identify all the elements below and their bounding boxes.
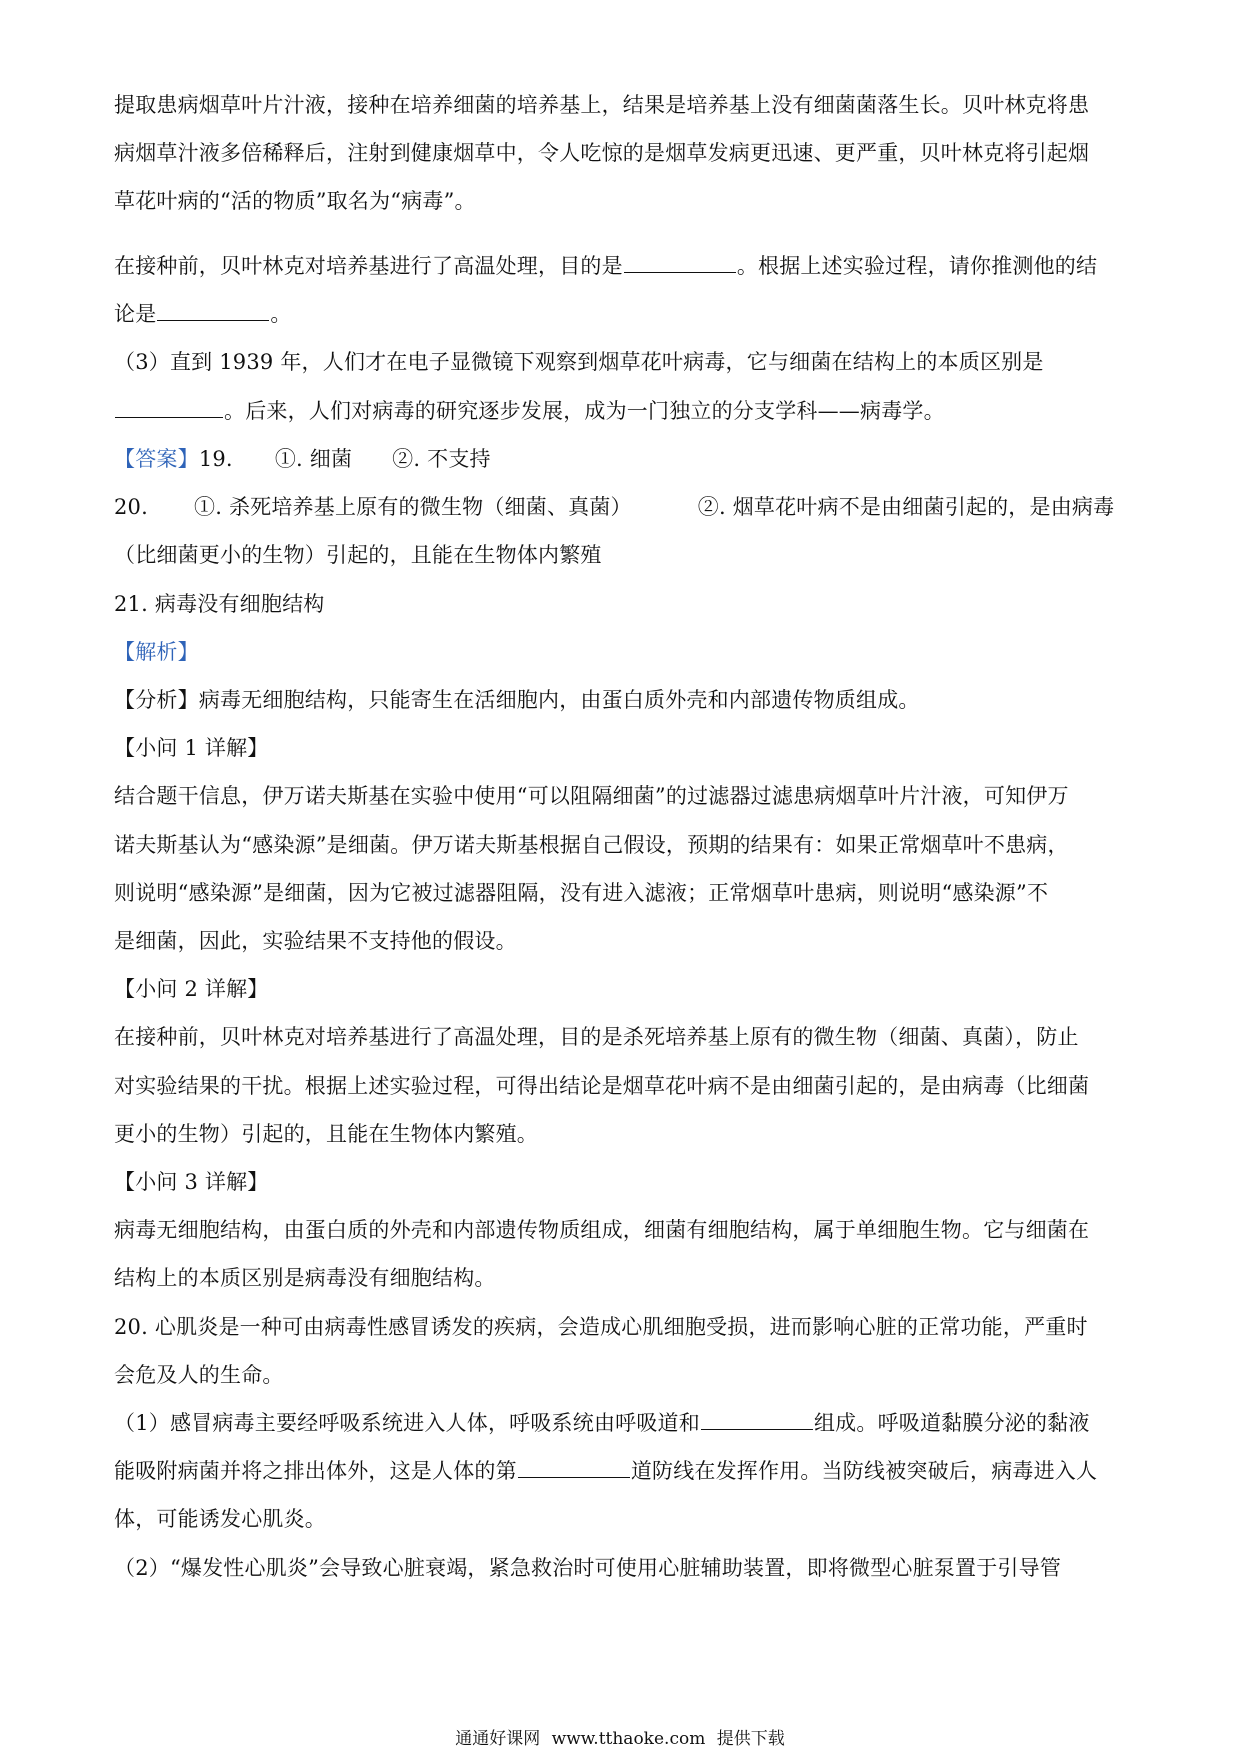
answer-line: 21. 病毒没有细胞结构 (114, 592, 325, 616)
question-stem: 20. 心肌炎是一种可由病毒性感冒诱发的疾病，会造成心肌细胞受损，进而影响心脏的正常功能，严重时 (114, 1315, 1088, 1339)
question-text: 能吸附病菌并将之排出体外，这是人体的第 (114, 1459, 517, 1483)
footer-note: 提供下载 (716, 1729, 785, 1749)
answer-line: （比细菌更小的生物）引起的，且能在生物体内繁殖 (114, 543, 602, 567)
explanation-line: 对实验结果的干扰。根据上述实验过程，可得出结论是烟草花叶病不是由细菌引起的，是由病毒（比细菌 (114, 1074, 1090, 1098)
question-part-1 (114, 1456, 1134, 1486)
explanation-line: 病毒无细胞结构，由蛋白质的外壳和内部遗传物质组成，细菌有细胞结构，属于单细胞生物。它与细菌在 (114, 1218, 1090, 1242)
answer-item: ①. 杀死培养基上原有的微生物（细菌、真菌） (194, 495, 632, 519)
answer-item: ②. 烟草花叶病不是由细菌引起的，是由病毒 (697, 495, 1115, 519)
paragraph-line: 提取患病烟草叶片汁液，接种在培养细菌的培养基上，结果是培养基上没有细菌菌落生长。贝叶林克将患 (114, 93, 1090, 117)
subquestion-heading: 【小问 3 详解】 (114, 1170, 269, 1194)
analysis-tag: 【解析】 (114, 640, 199, 664)
question-text: 。根据上述实验过程，请你推测他的结 (736, 254, 1098, 278)
explanation-line: 则说明“感染源”是细菌，因为它被过滤器阻隔，没有进入滤液；正常烟草叶患病，则说明“感染源”不 (114, 881, 1049, 905)
question-3-line: （3）直到 1939 年，人们才在电子显微镜下观察到烟草花叶病毒，它与细菌在结构上的本质区别是 (114, 350, 1044, 374)
paragraph-line: 草花叶病的“活的物质”取名为“病毒”。 (114, 189, 476, 213)
question-text: （1）感冒病毒主要经呼吸系统进入人体，呼吸系统由呼吸道和 (114, 1411, 700, 1435)
footer-url[interactable]: www.tthaoke.com (551, 1729, 706, 1749)
subquestion-heading: 【小问 2 详解】 (114, 977, 269, 1001)
answer-number: 19. (198, 447, 233, 471)
answer-line (114, 444, 1134, 474)
question-part-1: 体，可能诱发心肌炎。 (114, 1507, 326, 1531)
question-text: 道防线在发挥作用。当防线被突破后，病毒进入人 (630, 1459, 1098, 1483)
answer-blank[interactable] (115, 399, 223, 418)
question-2-line (114, 299, 1134, 329)
footer-site: 通通好课网 (455, 1729, 541, 1749)
question-text: 组成。呼吸道黏膜分泌的黏液 (813, 1411, 1090, 1435)
answer-blank[interactable] (701, 1411, 813, 1430)
analysis-summary: 【分析】病毒无细胞结构，只能寄生在活细胞内，由蛋白质外壳和内部遗传物质组成。 (114, 688, 920, 712)
answer-item: ②. 不支持 (392, 447, 491, 471)
question-text: 在接种前，贝叶林克对培养基进行了高温处理，目的是 (114, 254, 623, 278)
answer-blank[interactable] (518, 1459, 630, 1478)
question-2-line (114, 251, 1134, 281)
subquestion-heading: 【小问 1 详解】 (114, 736, 269, 760)
explanation-line: 在接种前，贝叶林克对培养基进行了高温处理，目的是杀死培养基上原有的微生物（细菌、真菌），防止 (114, 1025, 1079, 1049)
question-text: 。后来，人们对病毒的研究逐步发展，成为一门独立的分支学科——病毒学。 (224, 399, 945, 423)
answer-line (114, 492, 1134, 522)
explanation-line: 结合题干信息，伊万诺夫斯基在实验中使用“可以阻隔细菌”的过滤器过滤患病烟草叶片汁液，可知伊万 (114, 784, 1069, 808)
question-text: 。 (270, 302, 292, 326)
answer-blank[interactable] (157, 302, 269, 321)
answer-blank[interactable] (624, 254, 736, 273)
question-text: 论是 (114, 302, 157, 326)
explanation-line: 是细菌，因此，实验结果不支持他的假设。 (114, 929, 517, 953)
answer-number: 20. (114, 495, 148, 519)
answer-tag: 【答案】 (114, 447, 199, 471)
explanation-line: 诺夫斯基认为“感染源”是细菌。伊万诺夫斯基根据自己假设，预期的结果有：如果正常烟草叶不患病， (114, 833, 1069, 857)
question-stem: 会危及人的生命。 (114, 1363, 284, 1387)
question-3-line (114, 396, 1134, 426)
question-part-1 (114, 1408, 1134, 1438)
answer-item: ①. 细菌 (274, 447, 353, 471)
explanation-line: 结构上的本质区别是病毒没有细胞结构。 (114, 1266, 496, 1290)
paragraph-line: 病烟草汁液多倍稀释后，注射到健康烟草中，令人吃惊的是烟草发病更迅速、更严重，贝叶林克将引起烟 (114, 141, 1090, 165)
question-part-2: （2）“爆发性心肌炎”会导致心脏衰竭，紧急救治时可使用心脏辅助装置，即将微型心脏泵置于引导管 (114, 1556, 1062, 1580)
page-footer (0, 1728, 1240, 1750)
explanation-line: 更小的生物）引起的，且能在生物体内繁殖。 (114, 1122, 538, 1146)
